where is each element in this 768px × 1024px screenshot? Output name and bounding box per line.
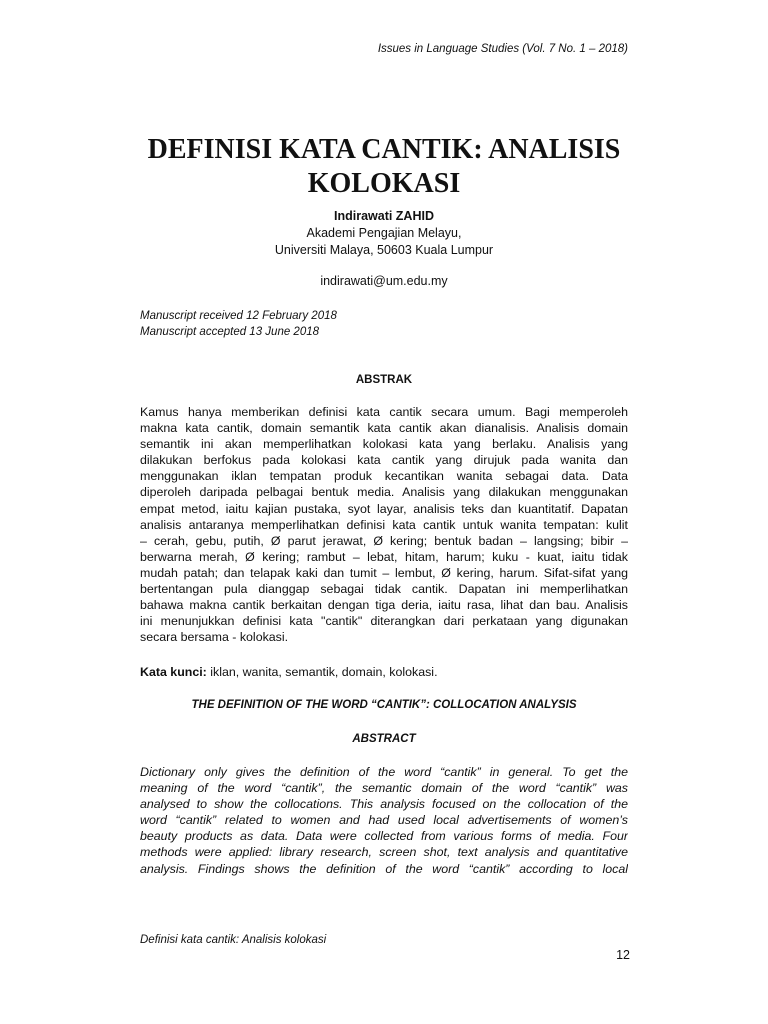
manuscript-dates — [140, 308, 337, 340]
author-affiliation-line-1: Akademi Pengajian Melayu, — [306, 226, 462, 240]
abstract-line: methods were applied: library research, screen shot, text analysis and quantitative — [140, 845, 628, 860]
abstrak-line: diperoleh daripada pelbagai bentuk media. Analisis yang dilakukan menggunakan — [140, 485, 628, 500]
abstrak-line: berwarna merah, Ø kering; rambut – lebat, hitam, harum; kuku - kuat, iaitu tidak — [140, 549, 628, 564]
author-block — [0, 208, 768, 290]
abstrak-line: menggunakan iklan tempatan produk kecantikan wanita sebagai data. Data — [140, 469, 628, 484]
manuscript-accepted: Manuscript accepted 13 June 2018 — [140, 326, 320, 338]
abstrak-line: dilakukan berfokus pada kolokasi kata cantik yang dirujuk pada wanita dan — [140, 453, 628, 468]
running-head: Issues in Language Studies (Vol. 7 No. 1 – 2018) — [377, 43, 628, 55]
abstract-line: beauty products as data. Data were collected from various forms of media. Four — [140, 829, 628, 844]
page-number: 12 — [616, 948, 630, 962]
abstrak-line: analisis antaranya memperlihatkan definisi kata cantik untuk wanita tempatan: kulit — [140, 517, 628, 532]
paper-title — [0, 133, 768, 201]
abstract-line: Dictionary only gives the definition of the word “cantik” in general. To get the — [140, 765, 628, 779]
footer-running-title: Definisi kata cantik: Analisis kolokasi — [140, 934, 327, 946]
abstract-line: word “cantik” related to women and had used local advertisements of women’s — [140, 813, 628, 828]
author-name: Indirawati ZAHID — [333, 209, 434, 223]
abstrak-line: secara bersama - kolokasi. — [140, 630, 289, 645]
keywords — [140, 665, 438, 679]
keywords-text: iklan, wanita, semantik, domain, kolokasi. — [206, 665, 438, 679]
paper-title-line-2: KOLOKASI — [307, 168, 461, 199]
abstract-heading: ABSTRACT — [352, 733, 416, 745]
abstrak-body — [140, 404, 628, 645]
abstrak-line: bahawa makna cantik berkaitan dengan tiga deria, iaitu rasa, lihat dan bau. Analisis — [140, 598, 628, 613]
abstract-line: analysis. Findings shows the definition of the word “cantik” according to local — [140, 861, 628, 876]
abstrak-line: Kamus hanya memberikan definisi kata cantik secara umum. Bagi memperoleh — [140, 405, 628, 419]
abstract-body — [140, 764, 628, 877]
abstrak-line: makna kata cantik, domain semantik kata cantik akan dianalisis. Analisis domain — [140, 421, 628, 436]
abstrak-line: bertentangan pula dianggap sebagai tidak cantik. Dapatan ini memperlihatkan — [140, 582, 628, 597]
abstrak-line: mudah patah; dan telapak kaki dan tumit – lembut, Ø kering, harum. Sifat-sifat yang — [140, 565, 628, 580]
english-title: THE DEFINITION OF THE WORD “CANTIK”: COLLOCATION ANALYSIS — [191, 699, 577, 711]
author-email: indirawati@um.edu.my — [320, 274, 448, 288]
author-affiliation-line-2: Universiti Malaya, 50603 Kuala Lumpur — [274, 243, 494, 257]
abstrak-line: – cerah, gebu, putih, Ø parut jerawat, Ø kering; bentuk badan – langsing; bibir – — [140, 533, 628, 548]
keywords-label: Kata kunci: — [140, 665, 207, 679]
abstract-line: analysed to show the collocations. This analysis focused on the collocation of the — [140, 797, 628, 812]
abstrak-heading: ABSTRAK — [355, 374, 413, 386]
abstrak-line: semantik ini akan memperlihatkan kolokasi kata yang berlaku. Analisis yang — [140, 437, 628, 452]
abstract-line: meaning of the word “cantik”, the semantic domain of the word “cantik” was — [140, 781, 628, 796]
abstrak-line: ini menunjukkan definisi kata "cantik" diterangkan dari perkataan yang digunakan — [140, 614, 628, 629]
manuscript-received: Manuscript received 12 February 2018 — [140, 310, 337, 322]
abstrak-line: empat metod, iaitu kajian pustaka, syot layar, analisis teks dan kuantitatif. Dapatan — [140, 501, 628, 516]
paper-title-line-1: DEFINISI KATA CANTIK: ANALISIS — [147, 134, 621, 165]
